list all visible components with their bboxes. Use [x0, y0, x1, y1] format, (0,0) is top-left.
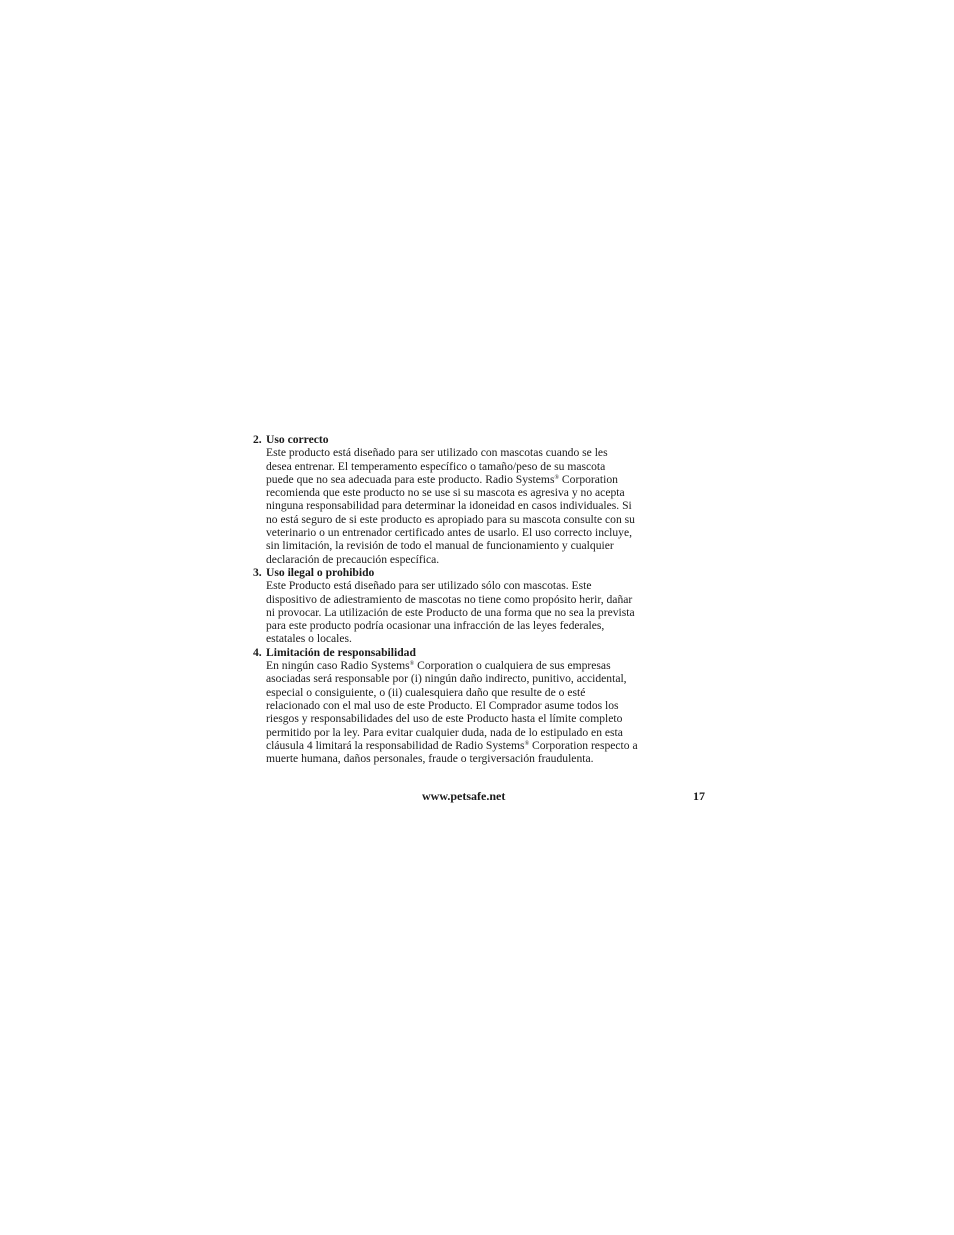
text-line: veterinario o un entrenador certificado antes de usarlo. El uso correcto incluye,	[266, 526, 633, 540]
section-heading	[253, 433, 705, 446]
document-body	[253, 433, 705, 765]
footer-url[interactable]: www.petsafe.net	[422, 789, 506, 803]
section-title: Limitación de responsabilidad	[266, 645, 416, 659]
text-line: ni provocar. La utilización de este Producto de una forma que no sea la prevista	[266, 605, 635, 619]
text-line: asociadas será responsable por (i) ningún daño indirecto, punitivo, accidental,	[266, 672, 627, 686]
text-line: recomienda que este producto no se use si su mascota es agresiva y no acepta	[266, 486, 625, 500]
text-line: especial o consiguiente, o (ii) cualesquiera daño que resulte de o esté	[266, 685, 586, 699]
page-footer	[253, 789, 705, 805]
text-line: declaración de precaución específica.	[266, 552, 440, 566]
section-text	[253, 659, 705, 765]
text-line: muerte humana, daños personales, fraude o tergiversación fraudulenta.	[266, 752, 594, 766]
text-line: relacionado con el mal uso de este Producto. El Comprador asume todos los	[266, 698, 619, 712]
text-line: puede que no sea adecuada para este producto. Radio Systems® Corporation	[266, 472, 618, 486]
section-number: 3.	[253, 565, 262, 579]
text-line: permitido por la ley. Para evitar cualquier duda, nada de lo estipulado en esta	[266, 725, 623, 739]
text-line: cláusula 4 limitará la responsabilidad de Radio Systems® Corporation respecto a	[266, 738, 638, 752]
text-line: dispositivo de adiestramiento de mascotas no tiene como propósito herir, dañar	[266, 592, 633, 606]
section-number: 4.	[253, 645, 262, 659]
page-number: 17	[693, 789, 705, 803]
section-heading	[253, 566, 705, 579]
section-3	[253, 566, 705, 646]
section-number: 2.	[253, 433, 262, 446]
text-line: riesgos y responsabilidades del uso de este Producto hasta el límite completo	[266, 712, 623, 726]
section-title: Uso correcto	[266, 433, 329, 446]
text-line: Este Producto está diseñado para ser utilizado sólo con mascotas. Este	[266, 579, 592, 593]
text-line: desea entrenar. El temperamento específico o tamaño/peso de su mascota	[266, 459, 606, 473]
section-4	[253, 646, 705, 766]
text-line: para este producto podría ocasionar una infracción de las leyes federales,	[266, 619, 605, 633]
text-line: En ningún caso Radio Systems® Corporation o cualquiera de sus empresas	[266, 659, 611, 673]
text-line: ninguna responsabilidad para determinar la idoneidad en casos individuales. Si	[266, 499, 632, 513]
text-line: no está seguro de si este producto es apropiado para su mascota consulte con su	[266, 512, 635, 526]
text-line: Este producto está diseñado para ser utilizado con mascotas cuando se les	[266, 446, 608, 460]
section-text	[253, 446, 705, 566]
text-line: estatales o locales.	[266, 632, 352, 646]
section-title: Uso ilegal o prohibido	[266, 565, 375, 579]
section-text	[253, 579, 705, 645]
section-heading	[253, 646, 705, 659]
section-2	[253, 433, 705, 566]
text-line: sin limitación, la revisión de todo el manual de funcionamiento y cualquier	[266, 539, 614, 553]
